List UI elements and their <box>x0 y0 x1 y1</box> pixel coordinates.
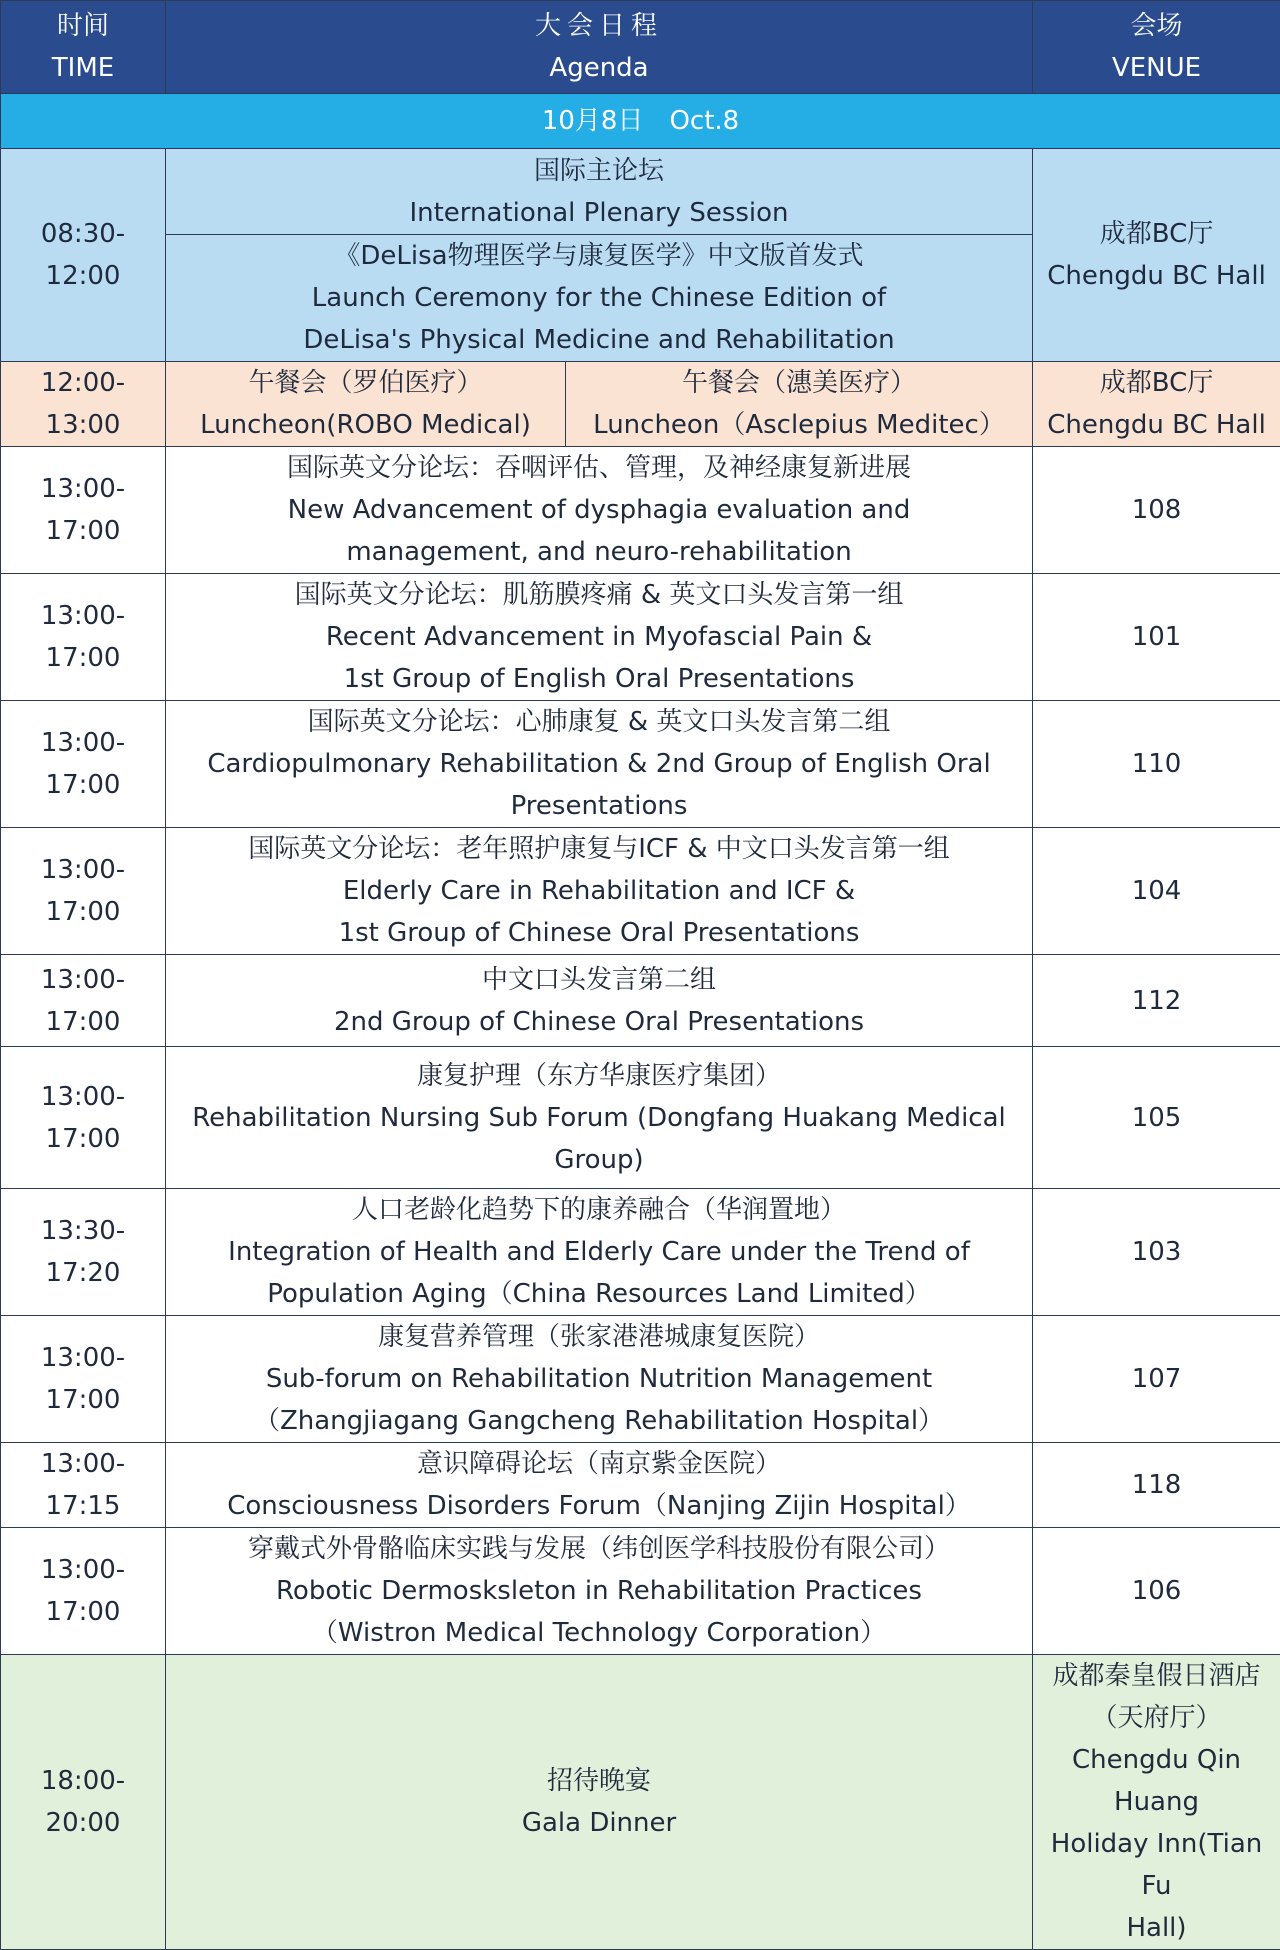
session-time: 13:00-17:00 <box>1 1316 166 1443</box>
lunch-left <box>166 362 566 447</box>
session-row <box>1 447 1280 574</box>
session-row <box>1 1189 1280 1316</box>
session-time: 13:00-17:00 <box>1 1047 166 1189</box>
session-title-zh: 中文口头发言第二组 <box>172 959 1026 1001</box>
session-title <box>166 701 1033 828</box>
session-row <box>1 1443 1280 1528</box>
session-title <box>166 447 1033 574</box>
session-row <box>1 1316 1280 1443</box>
session-time: 13:00-17:00 <box>1 447 166 574</box>
lunch-right-en: Luncheon（Asclepius Meditec） <box>572 404 1026 446</box>
session-title-en: Robotic Dermosksleton in Rehabilitation Practices <box>172 1570 1026 1612</box>
session-title-en: 1st Group of English Oral Presentations <box>172 658 1026 700</box>
session-title-zh: 国际英文分论坛：老年照护康复与ICF & 中文口头发言第一组 <box>172 828 1026 870</box>
lunch-venue-zh: 成都BC厅 <box>1039 362 1274 404</box>
session-title <box>166 1047 1033 1189</box>
plenary-venue-en: Chengdu BC Hall <box>1039 255 1274 297</box>
session-title-en: Recent Advancement in Myofascial Pain & <box>172 616 1026 658</box>
session-title <box>166 955 1033 1047</box>
session-title-en: 1st Group of Chinese Oral Presentations <box>172 912 1026 954</box>
lunch-time: 12:00-13:00 <box>1 362 166 447</box>
plenary-venue-zh: 成都BC厅 <box>1039 213 1274 255</box>
lunch-right <box>566 362 1033 447</box>
session-venue: 107 <box>1033 1316 1280 1443</box>
session-time: 13:00-17:00 <box>1 574 166 701</box>
launch-zh: 《DeLisa物理医学与康复医学》中文版首发式 <box>172 235 1026 277</box>
session-title-en: Elderly Care in Rehabilitation and ICF & <box>172 870 1026 912</box>
lunch-left-en: Luncheon(ROBO Medical) <box>172 404 559 446</box>
session-time: 13:00-17:00 <box>1 1528 166 1655</box>
agenda-column-header <box>166 1 1033 94</box>
session-title-en: Rehabilitation Nursing Sub Forum (Dongfang Huakang Medical <box>172 1097 1026 1139</box>
session-title-en: （Wistron Medical Technology Corporation） <box>172 1612 1026 1654</box>
session-title <box>166 1528 1033 1655</box>
gala-venue <box>1033 1655 1280 1950</box>
lunch-left-zh: 午餐会（罗伯医疗） <box>172 362 559 404</box>
gala-time: 18:00-20:00 <box>1 1655 166 1950</box>
venue-header-zh: 会场 <box>1039 5 1274 47</box>
session-title-en: Cardiopulmonary Rehabilitation & 2nd Group of English Oral <box>172 743 1026 785</box>
session-time: 13:00-17:00 <box>1 701 166 828</box>
session-venue: 101 <box>1033 574 1280 701</box>
session-venue: 118 <box>1033 1443 1280 1528</box>
launch-en-line-2: DeLisa's Physical Medicine and Rehabilitation <box>172 319 1026 361</box>
plenary-session-en: International Plenary Session <box>172 192 1026 234</box>
session-title-zh: 国际英文分论坛：吞咽评估、管理，及神经康复新进展 <box>172 447 1026 489</box>
session-title-zh: 穿戴式外骨骼临床实践与发展（纬创医学科技股份有限公司） <box>172 1528 1026 1570</box>
agenda-header-en: Agenda <box>172 47 1026 89</box>
lunch-row <box>1 362 1280 447</box>
gala-venue-line: 成都秦皇假日酒店 <box>1039 1655 1274 1697</box>
plenary-session <box>166 149 1033 235</box>
session-title-en: Presentations <box>172 785 1026 827</box>
session-time: 13:00-17:15 <box>1 1443 166 1528</box>
plenary-venue <box>1033 149 1280 362</box>
session-venue: 110 <box>1033 701 1280 828</box>
session-venue: 112 <box>1033 955 1280 1047</box>
date-row <box>1 94 1280 149</box>
session-venue: 105 <box>1033 1047 1280 1189</box>
gala-row <box>1 1655 1280 1950</box>
lunch-venue-en: Chengdu BC Hall <box>1039 404 1274 446</box>
session-title <box>166 1316 1033 1443</box>
date-banner <box>1 94 1280 149</box>
session-title <box>166 1443 1033 1528</box>
session-row <box>1 1047 1280 1189</box>
session-time: 13:00-17:00 <box>1 955 166 1047</box>
session-title-en: （Zhangjiagang Gangcheng Rehabilitation Hospital） <box>172 1400 1026 1442</box>
session-venue: 103 <box>1033 1189 1280 1316</box>
session-title <box>166 1189 1033 1316</box>
session-title <box>166 574 1033 701</box>
venue-header-en: VENUE <box>1039 47 1274 89</box>
gala-venue-line: Holiday Inn(Tian Fu <box>1039 1823 1274 1907</box>
session-row <box>1 1528 1280 1655</box>
gala-venue-line: （天府厅） <box>1039 1697 1274 1739</box>
date-label: 10月8日 Oct.8 <box>542 106 739 136</box>
session-title-zh: 康复护理（东方华康医疗集团） <box>172 1055 1026 1097</box>
gala-title-zh: 招待晚宴 <box>172 1760 1026 1802</box>
header-row <box>1 1 1280 94</box>
session-row <box>1 574 1280 701</box>
session-title-en: New Advancement of dysphagia evaluation and <box>172 489 1026 531</box>
session-title-en: Population Aging（China Resources Land Limited） <box>172 1273 1026 1315</box>
time-header-zh: 时间 <box>7 5 159 47</box>
session-title-zh: 人口老龄化趋势下的康养融合（华润置地） <box>172 1189 1026 1231</box>
session-title-en: Sub-forum on Rehabilitation Nutrition Management <box>172 1358 1026 1400</box>
time-header-en: TIME <box>7 47 159 89</box>
agenda-header-zh: 大会日程 <box>172 5 1026 47</box>
gala-title <box>166 1655 1033 1950</box>
session-title-en: Integration of Health and Elderly Care under the Trend of <box>172 1231 1026 1273</box>
launch-ceremony <box>166 235 1033 362</box>
lunch-right-zh: 午餐会（潓美医疗） <box>572 362 1026 404</box>
session-title-en: Consciousness Disorders Forum（Nanjing Zijin Hospital） <box>172 1485 1026 1527</box>
session-venue: 106 <box>1033 1528 1280 1655</box>
lunch-venue <box>1033 362 1280 447</box>
session-title-en: management, and neuro-rehabilitation <box>172 531 1026 573</box>
session-row <box>1 701 1280 828</box>
gala-title-en: Gala Dinner <box>172 1802 1026 1844</box>
plenary-time: 08:30-12:00 <box>1 149 166 362</box>
session-row <box>1 828 1280 955</box>
session-title-en: 2nd Group of Chinese Oral Presentations <box>172 1001 1026 1043</box>
session-title-zh: 国际英文分论坛：心肺康复 & 英文口头发言第二组 <box>172 701 1026 743</box>
session-time: 13:30-17:20 <box>1 1189 166 1316</box>
time-column-header <box>1 1 166 94</box>
session-title-zh: 意识障碍论坛（南京紫金医院） <box>172 1443 1026 1485</box>
session-title <box>166 828 1033 955</box>
plenary-row <box>1 149 1280 235</box>
session-title-zh: 国际英文分论坛：肌筋膜疼痛 & 英文口头发言第一组 <box>172 574 1026 616</box>
launch-en-line-1: Launch Ceremony for the Chinese Edition of <box>172 277 1026 319</box>
session-title-en: Group) <box>172 1139 1026 1181</box>
session-time: 13:00-17:00 <box>1 828 166 955</box>
session-row <box>1 955 1280 1047</box>
session-title-zh: 康复营养管理（张家港港城康复医院） <box>172 1316 1026 1358</box>
gala-venue-line: Chengdu Qin Huang <box>1039 1739 1274 1823</box>
gala-venue-line: Hall) <box>1039 1907 1274 1949</box>
session-venue: 108 <box>1033 447 1280 574</box>
venue-column-header <box>1033 1 1280 94</box>
session-venue: 104 <box>1033 828 1280 955</box>
plenary-session-zh: 国际主论坛 <box>172 150 1026 192</box>
